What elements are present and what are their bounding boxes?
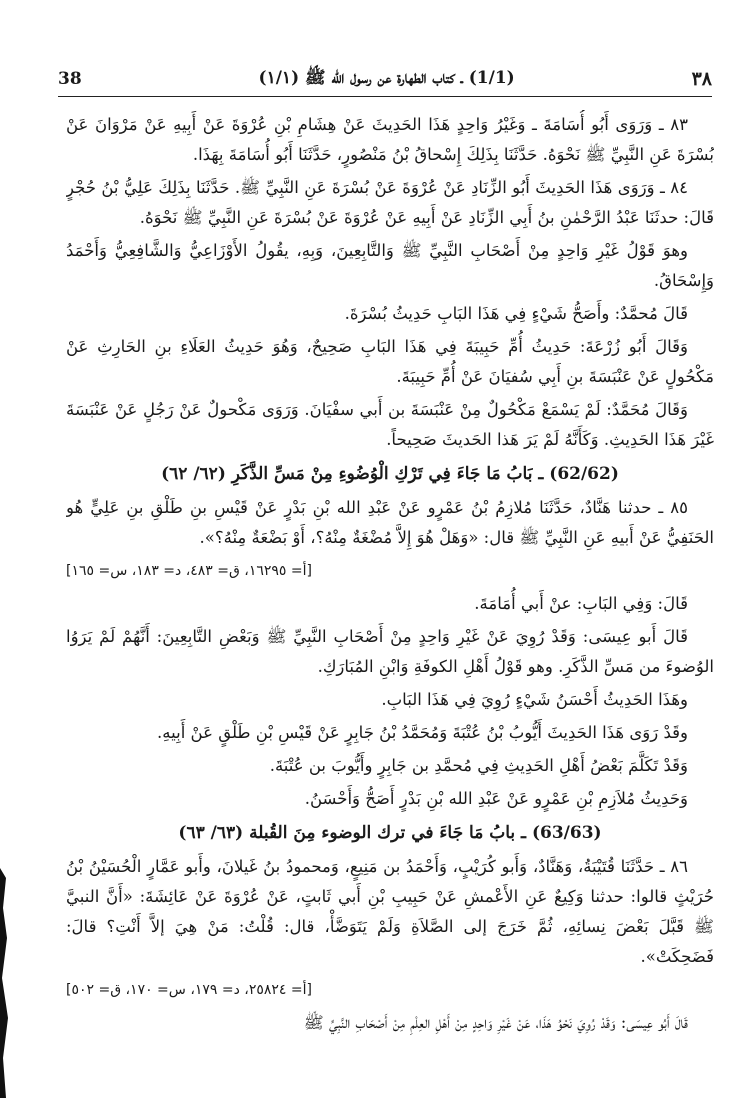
hadith-85: ٨٥ ـ حدثنا هَنَّادٌ، حَدَّثَنَا مُلازِمُ بْنُ عَمْرٍو عَنْ عَبْدِ الله بْنِ بَدْرٍ عَنْ قَيْسِ بنِ طَلْقِ بنِ عَلِيٍّ هُو الحَنَفِيُّ عَنْ أَبيهِ عَنِ النَّبِيِّ ﷺ قال: «وَهَلْ هُوَ إِلاَّ مُضْغَةٌ مِنْهُ؟، أَوْ بَضْعَةٌ مِنْهُ؟». bbox=[66, 498, 714, 547]
page-body bbox=[66, 110, 714, 1088]
scan-edge-mark bbox=[0, 868, 10, 1098]
paragraph-abu-eisa-2: قَالَ أَبُو عِيسَى: وَقَدْ رُوِيَ نَحْوُ هَذَا، عَنْ غَيْرِ وَاحِدٍ مِنْ أَهْلِ العِلْمِ مِنْ أَصْحَابِ النَّبِيِّ ﷺ bbox=[303, 1013, 688, 1032]
reference-85 bbox=[66, 556, 714, 586]
hadith-83: ٨٣ ـ وَرَوَى أَبُو أُسَامَةَ ـ وَغَيْرُ وَاحِدٍ هَذَا الحَدِيثَ عَنْ هِشَامِ بْنِ عُرْوَةَ عَنْ أَبِيهِ عَنْ مَرْوَانَ عَنْ بُسْرَةَ عَنِ النَّبِيِّ ﷺ نَحْوَهُ. حَدَّثَنَا بِذَلِكَ إِسْحاقُ بْنُ مَنْصُورٍ، حَدَّثَنَا أَبُو أُسَامَةَ بِهَذَا. bbox=[66, 115, 714, 164]
paragraph-rawa: وقَدْ رَوَى هَذَا الحَدِيثَ أَيُّوبُ بْنُ عُتْبَةَ وَمُحَمَّدُ بْنُ جَابِرٍ عَنْ قَيْسِ بْنِ طَلْقٍ عَنْ أَبِيهِ. bbox=[157, 723, 688, 742]
paragraph-abu-eisa-1: قَالَ أَبو عِيسَى: وَقَدْ رُوِيَ عَنْ غَيْرِ وَاحِدٍ مِنْ أَصْحَابِ النَّبِيِّ ﷺ وَبَعْضِ التَّابِعِينَ: أَنَّهُمْ لَمْ يَرَوُا الوُضوءَ من مَسِّ الذَّكَرِ. وهو قَوْلُ أَهْلِ الكوفَةِ وَابْنِ المُبَارَكِ. bbox=[66, 627, 714, 676]
paragraph-ahsan: وهَذَا الحَدِيثُ أَحْسَنُ شَيْءٍ رُوِيَ فِي هَذَا البَابِ. bbox=[381, 690, 688, 709]
running-title: (1/1) ـ كتاب الطهارة عن رسول الله ﷺ (١/١) bbox=[258, 67, 515, 88]
hadith-84: ٨٤ ـ وَرَوَى هَذَا الحَدِيثَ أَبُو الزِّنَادِ عَنْ عُرْوَةَ عَنْ بُسْرَةَ عَنِ النَّبِيِّ ﷺ. حَدَّثَنَا بِذَلِكَ عَلِيُّ بْنُ حُجْرٍ قَالَ: حدثَنَا عَبْدُ الرَّحْمٰنِ بنُ أَبِي الزِّنَادِ عَنْ أَبِيهِ عَنْ عُرْوَةَ عَنْ بُسْرَةَ عَنِ النَّبِيِّ ﷺ نَحْوَهُ. bbox=[66, 178, 714, 227]
paragraph-takallama: وَقَدْ تَكَلَّمَ بَعْضُ أَهْلِ الحَدِيثِ فِي مُحمَّدِ بن جَابِرٍ وأَيُّوبَ بن عُتْبَةَ. bbox=[269, 756, 688, 775]
paragraph-muhammad-2: وَقَالَ مُحَمَّدٌ: لَمْ يَسْمَعْ مَكْحُولٌ مِنْ عَنْبَسَةَ بن أَبي سفْيَانَ. وَرَوَى مَكْحولٌ عَنْ رَجُلٍ عَنْ عَنْبَسَةَ غَيْرَ هَذَا الحَدِيثِ. وَكَأَنَّهُ لَمْ يَرَ هَذا الحَديثَ صَحِيحاً. bbox=[66, 400, 714, 449]
reference-85-text: [أ= ١٦٢٩٥، ق= ٤٨٣، د= ١٨٣، س= ١٦٥] bbox=[66, 563, 312, 579]
paragraph-qawl: وهوَ قَوْلُ غَيْرِ وَاحِدٍ مِنْ أَصْحَابِ النَّبِيِّ ﷺ وَالتَّابِعِينَ، وَبِهِ، يقُولُ الأَوْزَاعِيُّ وَالشَّافِعِيُّ وَأَحْمَدُ وَإِسْحَاقُ. bbox=[66, 241, 714, 290]
paragraph-abu-zura: وَقَالَ أَبُو زُرْعَةَ: حَدِيثُ أُمِّ حَبِيبَةَ فِي هَذَا البَابِ صَحِيحٌ، وَهُوَ حَدِيثُ العَلَاءِ بنِ الحَارِثِ عَنْ مَكْحُولٍ عَنْ عَنْبَسَةَ بنِ أَبِي سُفيَانَ عَنْ أُمِّ حَبِيبَةَ. bbox=[66, 337, 714, 386]
page-number-latin: 38 bbox=[58, 69, 82, 89]
page-number-arabic: ٣٨ bbox=[691, 68, 712, 90]
page-header bbox=[58, 62, 712, 97]
chapter-heading-63: (63/63) ـ بابُ مَا جَاءَ في ترك الوضوء مِنَ القُبلة (٦٣/ ٦٣) bbox=[178, 823, 602, 843]
reference-86 bbox=[66, 975, 714, 1005]
paragraph-muhammad-1: قَالَ مُحمَّدٌ: وأَصَحُّ شَيْءٍ فِي هَذَا البَابِ حَدِيثُ بُسْرَةَ. bbox=[344, 304, 688, 323]
paragraph-hadith-mulazim: وَحَدِيثُ مُلاَزِمِ بْنِ عَمْرٍو عَنْ عَبْدِ الله بْنِ بَدْرٍ أَصَحُّ وَأَحْسَنُ. bbox=[304, 789, 688, 808]
reference-86-text: [أ= ٢٥٨٢٤، د= ١٧٩، س= ١٧٠، ق= ٥٠٢] bbox=[66, 982, 312, 998]
paragraph-wa-fil-bab: قَالَ: وَفِي البَابِ: عنْ أَبي أُمَامَةَ. bbox=[474, 594, 688, 613]
chapter-heading-62: (62/62) ـ بَابُ مَا جَاءَ فِي تَرْكِ الْوُضُوءِ مِنْ مَسِّ الذَّكَرِ (٦٢/ ٦٢) bbox=[161, 464, 619, 484]
hadith-86: ٨٦ ـ حَدَّثَنَا قُتَيْبَةُ، وَهَنَّادٌ، وَأَبو كُرَيْبٍ، وَأَحْمَدُ بن مَنِيعٍ، وَمحمودُ بنُ غَيلانَ، وأَبو عَمَّارٍ الْحُسَيْنُ بْنُ حُرَيْثٍ قالوا: حدثنا وَكِيعٌ عَنِ الأَعْمشِ عَنْ حَبِيبِ بْنِ أَبي ثَابتٍ، عَنْ عُرْوَةَ عَنْ عَائِشَةَ: «أَنَّ النبيَّ ﷺ قَبَّلَ بَعْضَ نِسائِهِ، ثُمَّ خَرَجَ إلى الصَّلاَةِ وَلَمْ يَتَوَضَّأْ، قال: قُلْتُ: مَنْ هِيَ إلاَّ أَنْتِ؟ قالَ: فَضَحِكَتْ». bbox=[66, 857, 714, 966]
